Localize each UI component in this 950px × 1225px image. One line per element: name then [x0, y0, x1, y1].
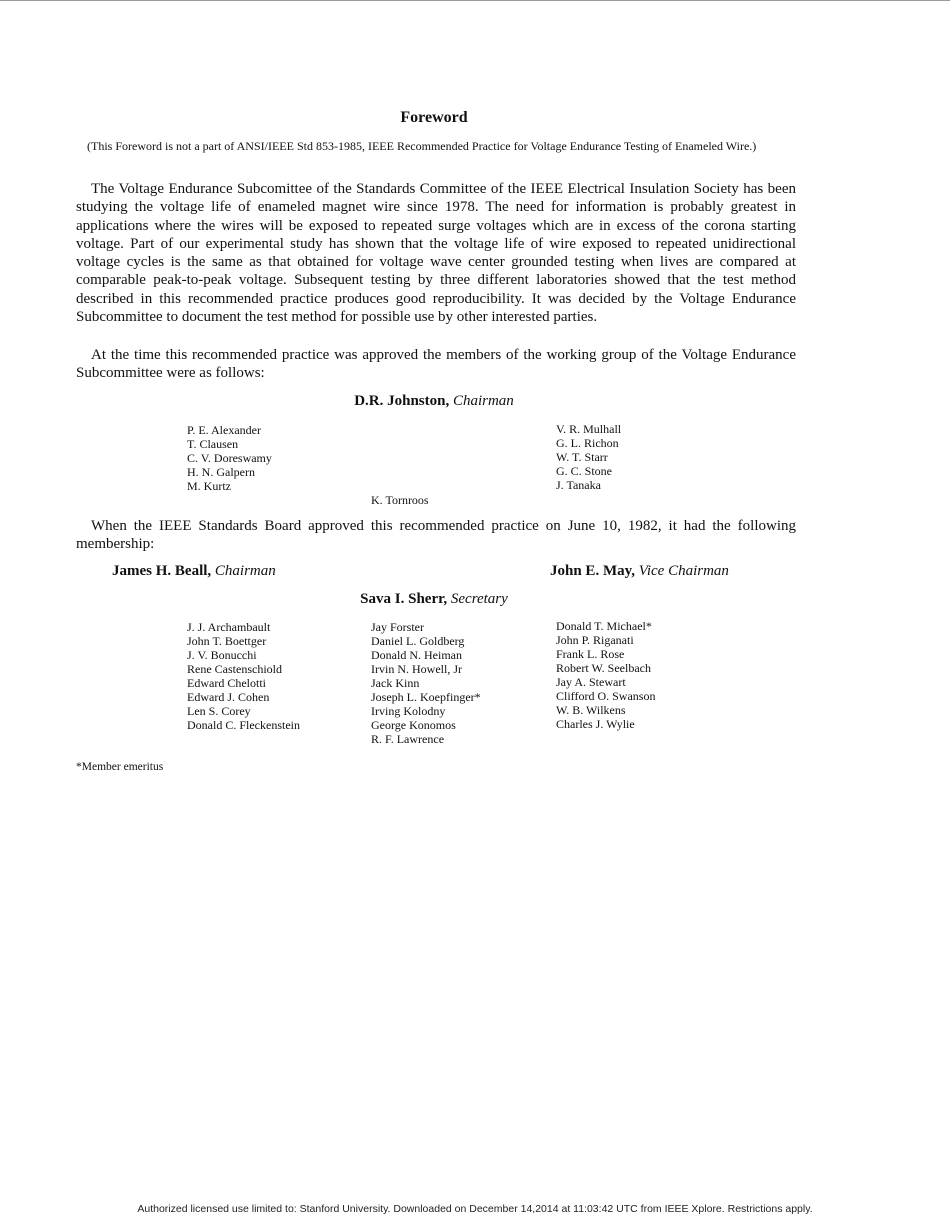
list-item: Clifford O. Swanson: [556, 689, 656, 703]
list-item: Len S. Corey: [187, 704, 251, 718]
list-item: J. V. Bonucchi: [187, 648, 257, 662]
list-item: G. L. Richon: [556, 436, 619, 450]
list-item: George Konomos: [371, 718, 456, 732]
list-item: Donald N. Heiman: [371, 648, 462, 662]
paragraph-3: When the IEEE Standards Board approved this recommended practice on June 10, 1982, it had the following membership:: [76, 518, 796, 553]
list-item: V. R. Mulhall: [556, 422, 622, 436]
page-top-border: [0, 0, 950, 1]
list-item: Irvin N. Howell, Jr: [371, 662, 462, 676]
list-item: Edward Chelotti: [187, 676, 266, 690]
list-item: W. T. Starr: [556, 450, 608, 464]
list-item: Edward J. Cohen: [187, 690, 270, 704]
board-chair: [112, 563, 276, 580]
list-item: Donald T. Michael*: [556, 619, 652, 633]
list-item: Jay Forster: [371, 620, 424, 634]
paragraph-2: At the time this recommended practice was approved the members of the working group of the Voltage Endurance Subcommittee were as follows:: [76, 347, 796, 382]
board-secretary-role: Secretary: [450, 591, 508, 607]
working-group-col2: [556, 422, 621, 492]
list-item: H. N. Galpern: [187, 465, 255, 479]
chair-name: D.R. Johnston,: [354, 393, 450, 409]
board-vice-chair: [550, 563, 729, 580]
list-item: R. F. Lawrence: [371, 732, 445, 746]
list-item: Rene Castenschiold: [187, 662, 282, 676]
list-item: G. C. Stone: [556, 464, 613, 478]
intro-note: (This Foreword is not a part of ANSI/IEEE Std 853-1985, IEEE Recommended Practice for Voltage Endurance Testing of Enameled Wire.): [87, 139, 757, 153]
list-item: Robert W. Seelbach: [556, 661, 651, 675]
board-chair-name: James H. Beall,: [112, 563, 212, 579]
list-item: C. V. Doreswamy: [187, 451, 272, 465]
list-item: W. B. Wilkens: [556, 703, 626, 717]
list-item: Daniel L. Goldberg: [371, 634, 465, 648]
list-item: John P. Riganati: [556, 633, 634, 647]
footnote: *Member emeritus: [76, 761, 164, 773]
list-item: M. Kurtz: [187, 479, 231, 493]
list-item: J. J. Archambault: [187, 620, 271, 634]
working-group-col1: [187, 423, 272, 493]
list-item: John T. Boettger: [187, 634, 267, 648]
board-vice-chair-role: Vice Chairman: [638, 563, 729, 579]
list-item: Charles J. Wylie: [556, 717, 635, 731]
board-vice-chair-name: John E. May,: [550, 563, 636, 579]
list-item: Joseph L. Koepfinger*: [371, 690, 481, 704]
board-secretary: [76, 591, 792, 608]
license-footer: Authorized licensed use limited to: Stanford University. Downloaded on December 14,2014 at 11:03:42 UTC from IEEE Xplore. Restrictions apply.: [137, 1203, 813, 1215]
list-item: T. Clausen: [187, 437, 239, 451]
list-item: P. E. Alexander: [187, 423, 261, 437]
board-secretary-name: Sava I. Sherr,: [360, 591, 448, 607]
list-item: Irving Kolodny: [371, 704, 446, 718]
board-col2: [371, 620, 481, 746]
board-chair-role: Chairman: [214, 563, 276, 579]
board-col1: [187, 620, 300, 732]
chair-role: Chairman: [452, 393, 514, 409]
list-item: Frank L. Rose: [556, 647, 625, 661]
list-item: Donald C. Fleckenstein: [187, 718, 300, 732]
working-group-center-name: K. Tornroos: [371, 493, 429, 507]
page-title: Foreword: [400, 109, 468, 126]
list-item: J. Tanaka: [556, 478, 601, 492]
working-group-chair: [76, 393, 792, 410]
board-col3: [556, 619, 655, 731]
list-item: Jack Kinn: [371, 676, 420, 690]
paragraph-1: The Voltage Endurance Subcomittee of the Standards Committee of the IEEE Electrical Insulation Society has been studying the voltage life of enameled magnet wire since 1978. The need for information is probably greatest in applications where the wires will be exposed to repeated surge voltages which are in excess of the corona starting voltage. Part of our experimental study has shown that the voltage life of wire exposed to repeated unidirectional voltage cycles is the same as that obtained for voltage wave center grounded testing when lives are compared at comparable peak-to-peak voltage. Subsequent testing by three different laboratories showed that the test method described in this recommended practice produces good reproducibility. It was decided by the Voltage Endurance Subcommittee to document the test method for possible use by other interested parties.: [76, 181, 796, 326]
list-item: Jay A. Stewart: [556, 675, 626, 689]
